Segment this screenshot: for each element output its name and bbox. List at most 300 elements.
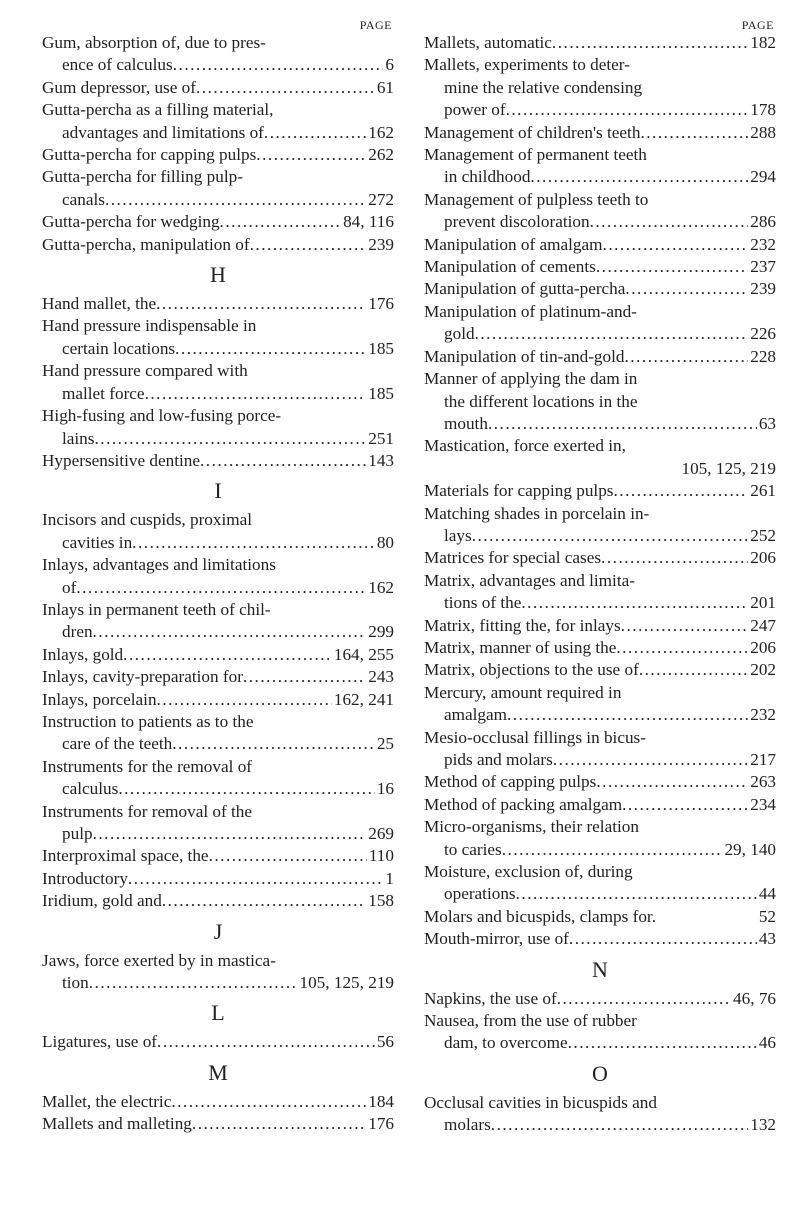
dot-leader	[250, 234, 367, 256]
index-entry	[424, 278, 776, 300]
entry-line	[424, 122, 776, 144]
index-entry	[42, 711, 394, 756]
entry-text: Materials for capping pulps	[424, 481, 614, 501]
entry-text: Gutta-percha for filling pulp-	[42, 167, 243, 187]
left-column	[42, 18, 394, 1136]
entry-text: mallet force	[62, 383, 145, 403]
page-number: 185	[368, 383, 394, 403]
entry-line	[424, 906, 776, 928]
entry-line	[42, 890, 394, 912]
entry-text: canals	[62, 189, 105, 209]
dot-leader	[639, 659, 748, 681]
entry-line	[42, 950, 394, 972]
entry-text: Matching shades in porcelain in-	[424, 503, 650, 523]
entry-text: Mercury, amount required in	[424, 682, 622, 702]
page-number: 29, 140	[724, 839, 776, 859]
entry-line	[42, 509, 394, 531]
index-entry	[424, 615, 776, 637]
entry-text: Inlays, porcelain	[42, 689, 157, 709]
entry-line	[424, 256, 776, 278]
page-number: 110	[368, 846, 394, 866]
entry-line	[42, 315, 394, 337]
dot-leader	[516, 883, 757, 905]
page-number: 239	[368, 234, 394, 254]
index-entry	[42, 315, 394, 360]
entry-text: of	[62, 577, 77, 597]
section-letter: H	[210, 262, 226, 288]
entry-text: Jaws, force exerted by in mastica-	[42, 950, 276, 970]
page-number: 158	[368, 891, 394, 911]
index-entry	[42, 450, 394, 472]
dot-leader	[175, 338, 366, 360]
index-entry	[424, 727, 776, 772]
entry-text: lains	[62, 428, 95, 448]
entry-text: Manipulation of tin-and-gold	[424, 346, 625, 366]
index-entry	[42, 360, 394, 405]
index-entry	[42, 599, 394, 644]
dot-leader	[94, 428, 366, 450]
page-number: 178	[750, 100, 776, 120]
index-entry	[42, 32, 394, 77]
index-entry	[424, 435, 776, 457]
entry-text: Manipulation of cements	[424, 257, 596, 277]
entry-line	[42, 778, 394, 800]
index-entry	[424, 570, 776, 615]
index-entry	[424, 189, 776, 234]
page-number: 80	[376, 532, 394, 552]
entry-text: Gum depressor, use of	[42, 77, 196, 97]
dot-leader	[616, 637, 748, 659]
index-entry	[42, 166, 394, 211]
index-entry	[42, 644, 394, 666]
entry-text: Moisture, exclusion of, during	[424, 862, 633, 882]
page-number: 61	[376, 77, 394, 97]
page-number: 202	[750, 660, 776, 680]
index-entry	[424, 861, 776, 906]
dot-leader	[264, 122, 366, 144]
entry-line	[424, 211, 776, 233]
entry-text: care of the teeth	[62, 734, 173, 754]
page-number: 162	[368, 122, 394, 142]
page-number: 234	[750, 794, 776, 814]
entry-line	[42, 122, 394, 144]
entry-text: mouth	[444, 413, 488, 433]
page-number: 294	[750, 167, 776, 187]
dot-leader	[173, 54, 384, 76]
entry-line	[42, 54, 394, 76]
index-entry	[424, 32, 776, 54]
entry-line	[424, 166, 776, 188]
page-number: 164, 255	[333, 644, 394, 664]
entry-line	[424, 1114, 776, 1136]
entry-line	[42, 599, 394, 621]
entry-text: Manner of applying the dam in	[424, 369, 638, 389]
dot-leader	[93, 823, 367, 845]
index-entry	[424, 1010, 776, 1055]
page-number: 206	[750, 548, 776, 568]
page-number: 63	[758, 413, 776, 433]
dot-leader	[209, 845, 367, 867]
dot-leader	[569, 928, 757, 950]
entry-text: Manipulation of platinum-and-	[424, 301, 637, 321]
entry-line	[42, 383, 394, 405]
entry-text: ence of calculus	[62, 55, 173, 75]
entry-line	[424, 749, 776, 771]
entry-line	[424, 928, 776, 950]
index-entry	[424, 480, 776, 502]
entry-line	[42, 1113, 394, 1135]
right-column	[424, 18, 776, 1137]
dot-leader	[200, 450, 366, 472]
entry-text: Introductory	[42, 868, 128, 888]
entry-text: lays	[444, 525, 472, 545]
entry-text: High-fusing and low-fusing porce-	[42, 406, 282, 426]
entry-line	[424, 525, 776, 547]
entry-text: Ligatures, use of	[42, 1032, 158, 1052]
index-entry	[424, 988, 776, 1010]
entry-line	[42, 450, 394, 472]
entry-text: Matrix, advantages and limita-	[424, 570, 635, 590]
entry-line	[424, 77, 776, 99]
index-entry	[424, 234, 776, 256]
entry-line	[424, 301, 776, 323]
entry-text: prevent discoloration	[444, 212, 590, 232]
entry-text: Mallet, the electric	[42, 1091, 172, 1111]
page-number: 262	[368, 145, 394, 165]
page-number: 251	[368, 428, 394, 448]
entry-text: Inlays, cavity-preparation for	[42, 667, 243, 687]
index-entry	[424, 458, 776, 480]
entry-line	[424, 861, 776, 883]
index-entry	[424, 682, 776, 727]
index-entry	[42, 845, 394, 867]
entry-text: power of	[444, 100, 506, 120]
page-number: 217	[750, 750, 776, 769]
page-number: 44	[758, 884, 776, 904]
entry-line	[42, 868, 394, 890]
entry-text: tions of the	[444, 593, 522, 613]
section-letter: L	[211, 1000, 225, 1026]
entry-text: in childhood	[444, 167, 531, 187]
entry-line	[42, 644, 394, 666]
entry-text: Nausea, from the use of rubber	[424, 1011, 637, 1031]
entry-line	[42, 554, 394, 576]
dot-leader	[640, 122, 748, 144]
entry-text: Hand pressure compared with	[42, 361, 248, 381]
entry-line	[42, 972, 394, 994]
page-number: 239	[750, 279, 776, 299]
dot-leader	[118, 778, 374, 800]
entry-line	[42, 32, 394, 54]
entry-text: Method of packing amalgam	[424, 794, 623, 814]
page-number: 272	[368, 189, 394, 209]
dot-leader	[596, 771, 748, 793]
entry-text: Management of permanent teeth	[424, 145, 647, 165]
index-entry	[42, 950, 394, 995]
index-entry	[424, 122, 776, 144]
index-entry	[42, 77, 394, 99]
page-number: 232	[750, 705, 776, 725]
entry-text: the different locations in the	[444, 391, 638, 411]
entry-text: Matrix, objections to the use of	[424, 660, 639, 680]
page-number: 16	[376, 779, 394, 799]
entry-line	[424, 1092, 776, 1114]
entry-line	[424, 234, 776, 256]
index-entry	[424, 906, 776, 928]
entry-line	[424, 189, 776, 211]
entry-line	[424, 1010, 776, 1032]
index-entry	[424, 771, 776, 793]
entry-text: Molars and bicuspids, clamps for.	[424, 906, 656, 926]
page-number: 105, 125, 219	[681, 458, 776, 478]
section-letter: J	[213, 918, 223, 944]
entry-line	[42, 360, 394, 382]
page-number: 252	[750, 525, 776, 545]
index-entry	[424, 144, 776, 189]
entry-line	[42, 621, 394, 643]
entry-text: Mesio-occlusal fillings in bicus-	[424, 727, 646, 747]
page-number: 25	[376, 734, 394, 754]
entry-line	[42, 666, 394, 688]
index-entry	[424, 54, 776, 121]
entry-text: Management of pulpless teeth to	[424, 189, 649, 209]
entry-line	[42, 823, 394, 845]
index-entry	[424, 637, 776, 659]
entry-text: Inlays, gold	[42, 644, 124, 664]
entry-text: Manipulation of gutta-percha	[424, 279, 626, 299]
dot-leader	[521, 592, 748, 614]
entry-line	[42, 189, 394, 211]
entry-line	[424, 54, 776, 76]
dot-leader	[488, 413, 757, 435]
entry-text: Manipulation of amalgam	[424, 234, 603, 254]
entry-text: Inlays in permanent teeth of chil-	[42, 599, 271, 619]
page-number: 288	[750, 122, 776, 142]
entry-line	[424, 816, 776, 838]
entry-line	[424, 1032, 776, 1054]
entry-text: Management of children's teeth	[424, 122, 641, 142]
dot-leader	[162, 890, 366, 912]
entry-text: calculus	[62, 779, 119, 799]
dot-leader	[76, 577, 366, 599]
dot-leader	[552, 32, 748, 54]
entry-line	[42, 711, 394, 733]
entry-line	[42, 144, 394, 166]
index-entry	[42, 868, 394, 890]
entry-line	[424, 988, 776, 1010]
entry-text: operations	[444, 884, 516, 904]
page-number: 232	[750, 234, 776, 254]
entry-text: Matrix, fitting the, for inlays	[424, 615, 621, 635]
index-entry	[42, 1031, 394, 1053]
entry-text: Gutta-percha for capping pulps	[42, 145, 257, 165]
dot-leader	[590, 211, 749, 233]
index-entry	[42, 234, 394, 256]
index-entry	[42, 756, 394, 801]
page-number: 162, 241	[333, 689, 394, 709]
index-entry	[42, 1113, 394, 1135]
dot-leader	[89, 972, 298, 994]
index-entry	[424, 301, 776, 346]
entry-text: Hypersensitive dentine	[42, 450, 200, 470]
entry-line	[424, 637, 776, 659]
section-letter: O	[592, 1060, 608, 1086]
entry-text: Napkins, the use of	[424, 988, 557, 1008]
entry-text: Matrices for special cases	[424, 548, 602, 568]
entry-line	[42, 801, 394, 823]
page-number: 105, 125, 219	[299, 973, 394, 993]
page-number: 228	[750, 346, 776, 366]
entry-text: tion	[62, 973, 89, 993]
entry-text: mine the relative condensing	[444, 77, 643, 97]
entry-text: to caries	[444, 839, 502, 859]
entry-text: Instruments for the removal of	[42, 756, 253, 776]
entry-text: Mastication, force exerted in,	[424, 436, 626, 456]
page-number: 226	[750, 324, 776, 344]
page-number: 6	[385, 55, 394, 75]
entry-line	[424, 99, 776, 121]
entry-text: Gutta-percha, manipulation of	[42, 234, 250, 254]
page-column-label: PAGE	[741, 18, 774, 32]
index-entry	[424, 368, 776, 435]
entry-line	[424, 391, 776, 413]
page-number: 263	[750, 772, 776, 792]
dot-leader	[557, 988, 731, 1010]
entry-line	[424, 615, 776, 637]
page-number: 176	[368, 294, 394, 314]
dot-leader	[568, 1032, 757, 1054]
entry-text: advantages and limitations of	[62, 122, 264, 142]
index-entry	[42, 99, 394, 144]
section-letter: I	[214, 478, 222, 504]
entry-text: Instruments for removal of the	[42, 801, 253, 821]
index-entry	[42, 1091, 394, 1113]
entry-line	[42, 338, 394, 360]
entry-line	[42, 1031, 394, 1053]
dot-leader	[171, 1091, 366, 1113]
entry-line	[424, 839, 776, 861]
entry-line	[424, 794, 776, 816]
page-column-label: PAGE	[359, 18, 392, 32]
entry-line	[42, 166, 394, 188]
index-entry	[42, 689, 394, 711]
dot-leader	[621, 615, 749, 637]
entry-text: dam, to overcome	[444, 1033, 568, 1053]
entry-text: gold	[444, 324, 475, 344]
entry-text: pids and molars	[444, 750, 553, 769]
entry-line	[424, 480, 776, 502]
dot-leader	[256, 144, 366, 166]
entry-line	[42, 1091, 394, 1113]
entry-line	[424, 368, 776, 390]
page-number: 184	[368, 1091, 394, 1111]
page-number: 237	[750, 257, 776, 277]
entry-line	[424, 413, 776, 435]
entry-text: Gum, absorption of, due to pres-	[42, 33, 266, 52]
entry-text: Method of capping pulps	[424, 772, 597, 792]
entry-line	[424, 570, 776, 592]
page-number: 299	[368, 622, 394, 642]
entry-line	[424, 682, 776, 704]
dot-leader	[172, 733, 375, 755]
index-entry	[424, 794, 776, 816]
entry-line	[42, 428, 394, 450]
index-entry	[42, 211, 394, 233]
entry-line	[42, 77, 394, 99]
dot-leader	[93, 621, 367, 643]
page-number: 247	[750, 615, 776, 635]
entry-line	[42, 577, 394, 599]
dot-leader	[157, 689, 332, 711]
dot-leader	[614, 480, 749, 502]
entry-line	[424, 278, 776, 300]
page-number: 261	[750, 481, 776, 501]
dot-leader	[601, 547, 748, 569]
entry-line	[42, 689, 394, 711]
entry-line	[42, 756, 394, 778]
index-entry	[424, 547, 776, 569]
index-entry	[424, 816, 776, 861]
entry-line	[42, 99, 394, 121]
page-number: 206	[750, 637, 776, 657]
dot-leader	[506, 99, 749, 121]
entry-text: Interproximal space, the	[42, 846, 209, 866]
entry-text: Mallets, automatic	[424, 33, 552, 52]
entry-text: molars	[444, 1115, 491, 1135]
entry-text: Hand mallet, the	[42, 294, 157, 314]
entry-text: Mallets, experiments to deter-	[424, 55, 630, 75]
page-number: 182	[750, 33, 776, 52]
entry-line	[424, 883, 776, 905]
entry-line	[42, 211, 394, 233]
dot-leader	[156, 293, 366, 315]
entry-line	[424, 659, 776, 681]
index-entry	[42, 144, 394, 166]
dot-leader	[603, 234, 749, 256]
page-number: 46, 76	[733, 988, 776, 1008]
dot-leader	[132, 532, 375, 554]
entry-text: Gutta-percha as a filling material,	[42, 100, 274, 120]
dot-leader	[625, 278, 748, 300]
entry-line	[42, 234, 394, 256]
entry-line	[42, 405, 394, 427]
entry-line	[424, 346, 776, 368]
index-entry	[42, 801, 394, 846]
entry-text: cavities in	[62, 532, 133, 552]
page-number: 1	[385, 868, 394, 888]
section-letter: N	[592, 956, 608, 982]
entry-line	[424, 592, 776, 614]
dot-leader	[220, 211, 342, 233]
page-number: 56	[376, 1032, 394, 1052]
index-entry	[42, 554, 394, 599]
dot-leader	[491, 1114, 748, 1136]
dot-leader	[196, 77, 375, 99]
dot-leader	[507, 704, 748, 726]
index-entry	[42, 666, 394, 688]
entry-line	[424, 32, 776, 54]
section-letter: M	[208, 1059, 228, 1085]
entry-text: dren	[62, 622, 93, 642]
index-entry	[42, 890, 394, 912]
page-number: 46	[758, 1033, 776, 1053]
page-number: 43	[758, 929, 776, 949]
index-entry	[424, 659, 776, 681]
dot-leader	[530, 166, 748, 188]
index-entry	[424, 1092, 776, 1137]
dot-leader	[145, 383, 367, 405]
page-number: 176	[368, 1114, 394, 1134]
